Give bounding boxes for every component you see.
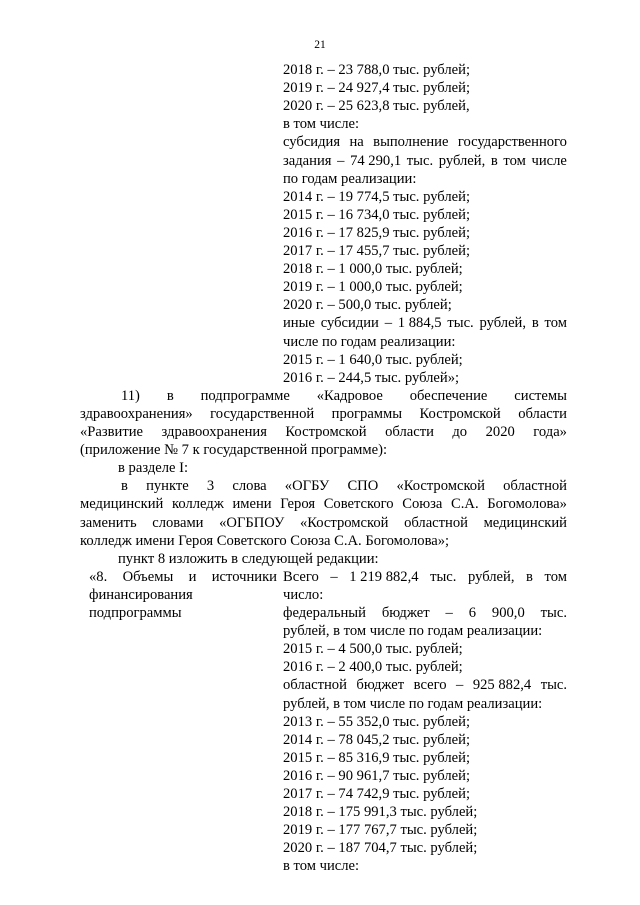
table-right-cell: рублей, в том числе по годам реализации:: [283, 695, 543, 712]
item-11-line: [121, 387, 567, 405]
word: числе: [531, 152, 567, 169]
word: рублей,: [467, 568, 515, 585]
word: С.А.: [451, 496, 479, 513]
word: Костромской: [419, 405, 501, 422]
word: Советского: [323, 496, 394, 513]
word: государственного: [457, 134, 567, 151]
word: иные: [283, 315, 315, 332]
word: в: [490, 152, 498, 169]
word: рублей,: [438, 152, 486, 169]
word: тыс.: [540, 677, 567, 694]
word: «Костромской: [396, 478, 485, 495]
word: до: [452, 424, 468, 440]
word: 925 882,4: [472, 677, 532, 694]
word: –: [337, 152, 345, 169]
word: Костромской: [285, 424, 367, 440]
word: источники: [211, 568, 277, 585]
word: –: [456, 677, 464, 694]
word: Героя: [280, 496, 316, 513]
word: всего: [413, 677, 447, 694]
page-number: 21: [314, 39, 326, 51]
word: том: [503, 152, 526, 169]
word: 1 219 882,4: [349, 568, 419, 585]
word: областной: [283, 677, 347, 694]
year-line: 2016 г. – 2 400,0 тыс. рублей;: [283, 659, 463, 676]
word: слова: [232, 478, 267, 495]
word: Всего: [283, 568, 319, 585]
word: в: [121, 478, 128, 495]
word: 2020: [485, 424, 515, 440]
word: Союза: [402, 496, 443, 513]
table-left-cell: [89, 568, 277, 586]
word: –: [445, 605, 453, 621]
table-right-cell: число:: [283, 586, 324, 603]
year-line: 2015 г. – 85 316,9 тыс. рублей;: [283, 749, 470, 766]
word: колледж: [172, 496, 224, 513]
word: пункте: [146, 478, 189, 495]
year-line: 2019 г. – 1 000,0 тыс. рублей;: [283, 279, 463, 296]
word: государственной: [210, 405, 315, 422]
word: 3: [206, 478, 215, 495]
year-line: 2014 г. – 78 045,2 тыс. рублей;: [283, 731, 470, 748]
word: в: [531, 315, 539, 332]
word: словами: [152, 514, 204, 531]
word: тыс.: [540, 605, 567, 621]
word: «8.: [89, 568, 108, 585]
text-line: [283, 133, 567, 151]
word: 6: [468, 605, 476, 621]
word: «Костромской: [299, 514, 389, 531]
word: рублей,: [479, 315, 527, 332]
year-line: 2016 г. – 90 961,7 тыс. рублей;: [283, 767, 470, 784]
text-line: 2020 г. – 25 623,8 тыс. рублей,: [283, 98, 470, 115]
year-line: 2015 г. – 1 640,0 тыс. рублей;: [283, 351, 463, 368]
word: заменить: [80, 514, 137, 531]
word: здравоохранения: [161, 424, 267, 440]
word: «ОГБПОУ: [219, 514, 285, 531]
section-line: в разделе I:: [118, 460, 189, 477]
text-line: [283, 152, 567, 170]
year-line: 2017 г. – 17 455,7 тыс. рублей;: [283, 243, 470, 259]
paragraph-line: [121, 477, 567, 495]
item-11-line: (приложение № 7 к государственной программе):: [80, 442, 388, 459]
word: подпрограмме: [200, 387, 290, 404]
word: «Кадровое: [316, 387, 383, 404]
word: –: [330, 568, 338, 585]
word: и: [188, 568, 197, 585]
table-right-cell: в том числе:: [283, 858, 360, 875]
word: медицинский: [483, 514, 567, 531]
word: субсидия: [283, 134, 341, 151]
word: 900,0: [491, 605, 525, 621]
year-line: 2019 г. – 177 767,7 тыс. рублей;: [283, 822, 478, 839]
year-line: 2013 г. – 55 352,0 тыс. рублей;: [283, 713, 470, 730]
word: на: [349, 134, 364, 151]
word: имени: [232, 496, 272, 513]
word: 11): [121, 387, 140, 404]
paragraph-line: [80, 495, 567, 513]
year-line: 2016 г. – 17 825,9 тыс. рублей;: [283, 224, 470, 241]
year-line: 2014 г. – 19 774,5 тыс. рублей;: [283, 188, 470, 205]
word: СПО: [347, 478, 379, 495]
year-line: 2018 г. – 1 000,0 тыс. рублей;: [283, 261, 463, 278]
year-line: 2015 г. – 4 500,0 тыс. рублей;: [283, 641, 463, 658]
word: медицинский: [80, 496, 164, 513]
word: программы: [331, 405, 403, 422]
table-right-cell: рублей, в том числе по годам реализации:: [283, 623, 543, 640]
word: том: [544, 315, 567, 332]
word: «Развитие: [80, 424, 144, 440]
word: областной: [404, 514, 468, 531]
text-line: [283, 314, 567, 332]
word: тыс.: [430, 568, 457, 585]
word: области: [385, 424, 434, 440]
year-line: 2020 г. – 500,0 тыс. рублей;: [283, 297, 452, 314]
table-left-cell: подпрограммы: [89, 605, 182, 621]
item-11-line: [80, 423, 567, 441]
word: субсидии: [320, 315, 379, 332]
word: 1 884,5: [397, 315, 442, 332]
word: обеспечение: [409, 387, 488, 404]
word: тыс.: [406, 152, 434, 169]
word: системы: [514, 387, 567, 404]
word: –: [384, 315, 392, 332]
text-line: 2018 г. – 23 788,0 тыс. рублей;: [283, 62, 470, 78]
table-left-cell: финансирования: [89, 586, 193, 603]
word: в: [166, 387, 174, 404]
word: тыс.: [447, 315, 474, 332]
word: года»: [533, 424, 567, 440]
word: в: [526, 568, 533, 585]
table-right-cell: [283, 568, 567, 586]
table-right-cell: [283, 676, 567, 694]
word: бюджет: [381, 605, 430, 621]
word: областной: [503, 478, 567, 495]
item-11-line: [80, 405, 567, 423]
text-line: по годам реализации:: [283, 170, 417, 187]
text-line: 2019 г. – 24 927,4 тыс. рублей;: [283, 80, 470, 97]
text-line: числе по годам реализации:: [283, 333, 456, 350]
word: области: [518, 405, 567, 422]
text-line: в том числе:: [283, 116, 360, 133]
paragraph-line: колледж имени Героя Советского Союза С.А. Богомолова»;: [80, 532, 450, 549]
word: здравоохранения»: [80, 405, 193, 422]
paragraph-line: [80, 514, 567, 532]
word: федеральный: [283, 605, 366, 621]
word: выполнение: [373, 134, 449, 151]
year-line: 2017 г. – 74 742,9 тыс. рублей;: [283, 786, 470, 802]
word: Объемы: [122, 568, 174, 585]
word: Богомолова»: [487, 496, 567, 513]
year-line: 2020 г. – 187 704,7 тыс. рублей;: [283, 840, 478, 857]
table-right-cell: [283, 604, 567, 622]
word: бюджет: [356, 677, 405, 694]
word: 74 290,1: [350, 152, 402, 169]
word: «ОГБУ: [284, 478, 330, 495]
paragraph-line: пункт 8 изложить в следующей редакции:: [118, 550, 379, 567]
word: задания: [283, 152, 332, 169]
word: том: [544, 568, 567, 585]
year-line: 2016 г. – 244,5 тыс. рублей»;: [283, 369, 460, 386]
year-line: 2018 г. – 175 991,3 тыс. рублей;: [283, 804, 478, 821]
year-line: 2015 г. – 16 734,0 тыс. рублей;: [283, 206, 470, 223]
